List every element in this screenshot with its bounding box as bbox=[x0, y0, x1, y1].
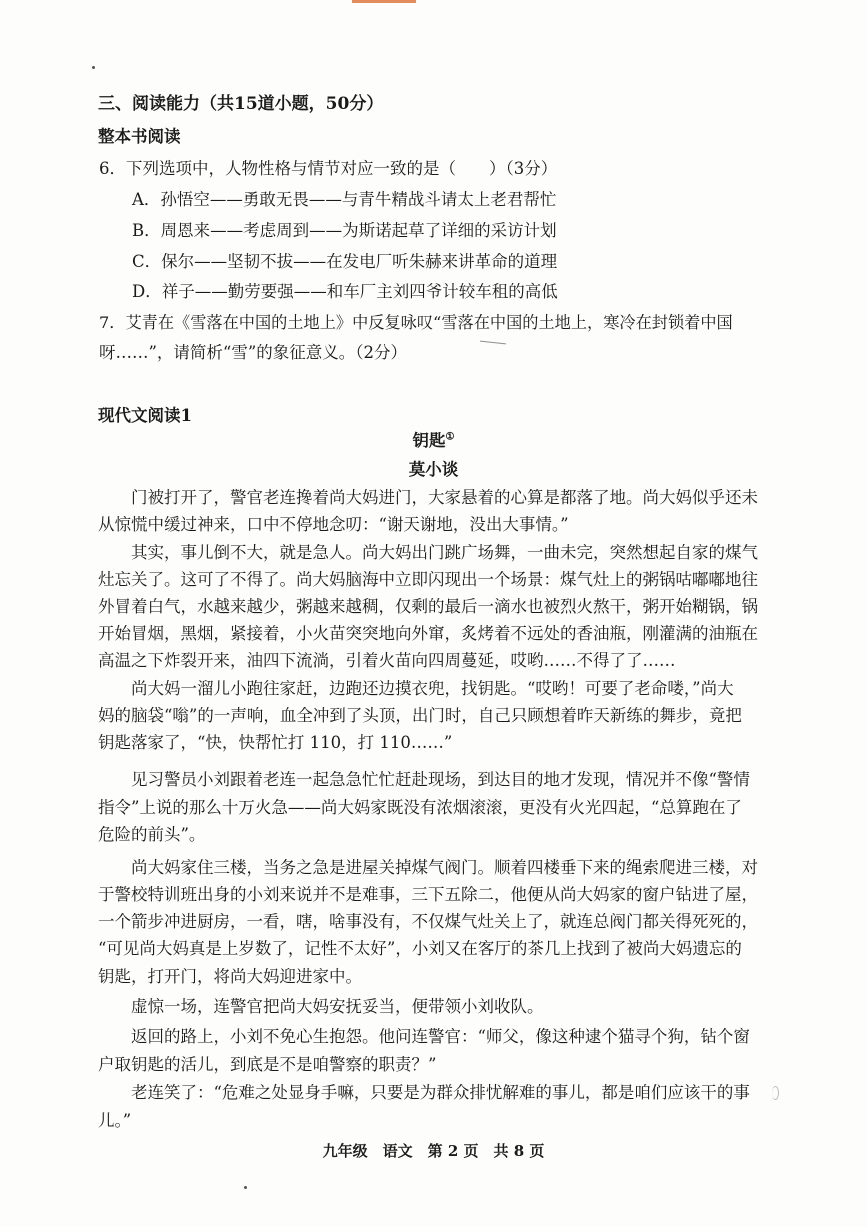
article-line: 指令”上说的那么十万火急——尚大妈家既没有浓烟滚滚，更没有火光四起，“总算跑在了 bbox=[98, 798, 742, 817]
article-author: 莫小谈 bbox=[408, 460, 459, 479]
question-6-stem: 6．下列选项中，人物性格与情节对应一致的是（ ）（3分） bbox=[99, 159, 558, 178]
question-7-line-1: 7．艾青在《雪落在中国的土地上》中反复咏叹“雪落在中国的土地上，寒冷在封锁着中国 bbox=[99, 313, 733, 332]
article-title-footnote-mark: ① bbox=[445, 431, 455, 443]
article-line: 返回的路上，小刘不免心生抱怨。他问连警官：“师父，像这种逮个猫寻个狗，钻个窗 bbox=[131, 1027, 750, 1046]
article-line: 妈的脑袋“嗡”的一声响，血全冲到了头顶，出门时，自己只顾想着昨天新练的舞步，竟把 bbox=[98, 706, 742, 725]
modern-reading-heading: 现代文阅读1 bbox=[98, 406, 192, 425]
article-line: 其实，事儿倒不大，就是急人。尚大妈出门跳广场舞，一曲未完，突然想起自家的煤气 bbox=[131, 543, 758, 562]
scan-speck bbox=[244, 1186, 247, 1189]
article-line: 开始冒烟，黑烟，紧接着，小火苗突突地向外窜，炙烤着不远处的香油瓶，刚灌满的油瓶在 bbox=[98, 624, 758, 643]
article-title bbox=[0, 430, 867, 452]
article-line: 见习警员小刘跟着老连一起急急忙忙赶赴现场，到达目的地才发现，情况并不像“警情 bbox=[131, 770, 750, 789]
pen-stroke bbox=[480, 341, 506, 345]
article-line: 老连笑了：“危难之处显身手嘛，只要是为群众排忧解难的事儿，都是咱们应该干的事 bbox=[131, 1083, 750, 1102]
top-edge-mark bbox=[352, 0, 416, 3]
article-line: 钥匙，打开门，将尚大妈迎进家中。 bbox=[98, 967, 362, 986]
article-line: 尚大妈一溜儿小跑往家赶，边跑还边摸衣兜，找钥匙。“哎哟！可要了老命喽，”尚大 bbox=[131, 679, 734, 698]
article-title-text: 钥匙 bbox=[412, 431, 446, 450]
article-line: 尚大妈家住三楼，当务之急是进屋关掉煤气阀门。顺着四楼垂下来的绳索爬进三楼，对 bbox=[131, 858, 758, 877]
question-6-option-c: C．保尔——坚韧不拔——在发电厂听朱赫来讲革命的道理 bbox=[132, 252, 558, 271]
question-6-option-d: D．祥子——勤劳要强——和车厂主刘四爷计较车租的高低 bbox=[132, 282, 558, 301]
article-line: 儿。” bbox=[98, 1111, 132, 1130]
subsection-whole-book: 整本书阅读 bbox=[98, 127, 181, 146]
article-line: 从惊慌中缓过神来，口中不停地念叨：“谢天谢地，没出大事情。” bbox=[98, 515, 569, 534]
article-line: 户取钥匙的活儿，到底是不是咱警察的职责？” bbox=[98, 1055, 437, 1074]
article-line: 于警校特训班出身的小刘来说并不是难事，三下五除二，他便从尚大妈家的窗户钻进了屋， bbox=[98, 885, 758, 904]
article-line: 一个箭步冲进厨房，一看，嗐，啥事没有，不仅煤气灶关上了，就连总阀门都关得死死的， bbox=[98, 912, 758, 931]
article-line: 虚惊一场，连警官把尚大妈安抚妥当，便带领小刘收队。 bbox=[131, 997, 544, 1016]
margin-scan-mark bbox=[772, 1086, 779, 1100]
scan-speck bbox=[92, 66, 95, 69]
article-line: 高温之下炸裂开来，油四下流淌，引着火苗向四周蔓延，哎哟……不得了了…… bbox=[98, 651, 676, 670]
question-6-option-b: B．周恩来——考虑周到——为斯诺起草了详细的采访计划 bbox=[132, 221, 557, 240]
article-line: “可见尚大妈真是上岁数了，记性不太好”，小刘又在客厅的茶几上找到了被尚大妈遗忘的 bbox=[98, 939, 742, 958]
page-footer: 九年级 语文 第 2 页 共 8 页 bbox=[322, 1142, 545, 1160]
question-6-option-a: A．孙悟空——勇敢无畏——与青牛精战斗请太上老君帮忙 bbox=[132, 190, 557, 209]
article-line: 危险的前头”。 bbox=[98, 825, 206, 844]
section-heading: 三、阅读能力（共15道小题，50分） bbox=[98, 94, 384, 114]
article-line: 外冒着白气，水越来越少，粥越来越稠，仅剩的最后一滴水也被烈火熬干，粥开始糊锅，锅 bbox=[98, 597, 758, 616]
article-line: 门被打开了，警官老连搀着尚大妈进门，大家悬着的心算是都落了地。尚大妈似乎还未 bbox=[131, 488, 758, 507]
question-7-line-2: 呀……”，请简析“雪”的象征意义。（2分） bbox=[99, 343, 408, 362]
article-line: 灶忘关了。这可了不得了。尚大妈脑海中立即闪现出一个场景：煤气灶上的粥锅咕嘟嘟地往 bbox=[98, 570, 758, 589]
article-line: 钥匙落家了，“快，快帮忙打 110，打 110……” bbox=[98, 733, 453, 752]
